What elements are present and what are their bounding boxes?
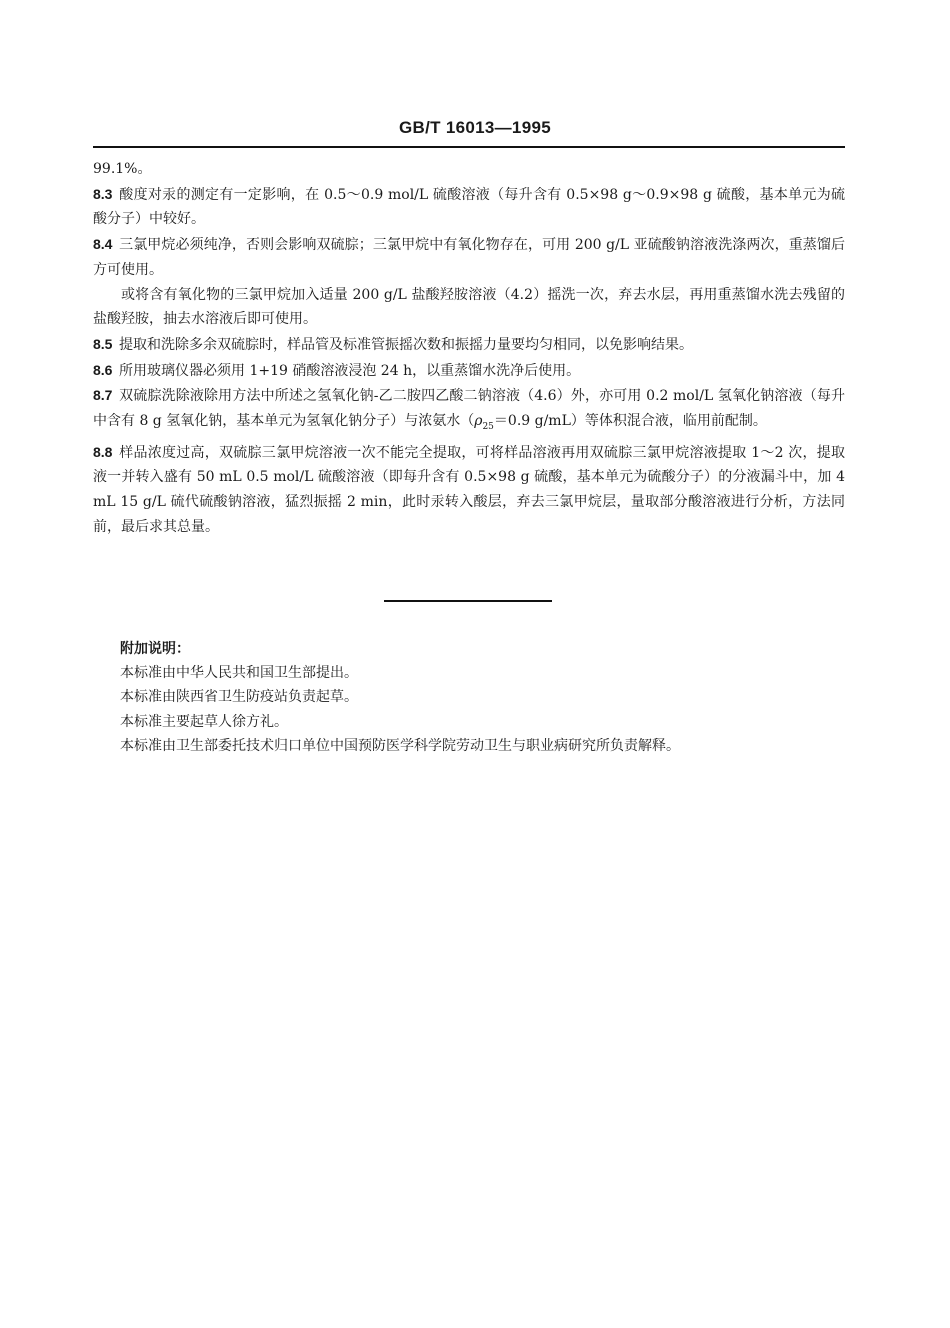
clause-text: 三氯甲烷必须纯净，否则会影响双硫腙；三氯甲烷中有氧化物存在，可用 200 g/L 亚硫酸钠溶液洗涤两次，重蒸馏后方可使用。 [93, 237, 845, 278]
clause-number: 8.8 [93, 443, 113, 460]
clause-number: 8.4 [93, 236, 113, 253]
standard-code-header: GB/T 16013—1995 [399, 118, 551, 137]
continuation-text: 99.1%。 [93, 161, 152, 177]
clause-8-4-continuation: 或将含有氧化物的三氯甲烷加入适量 200 g/L 盐酸羟胺溶液（4.2）摇洗一次，弃去水层，再用重蒸馏水洗去残留的盐酸羟胺，抽去水溶液后即可使用。 [93, 286, 845, 328]
clause-number: 8.6 [93, 361, 113, 378]
clause-8-4 [93, 232, 845, 282]
clause-text-after: ＝0.9 g/mL）等体积混合液，临用前配制。 [493, 413, 767, 430]
document-body [93, 157, 845, 539]
end-divider [384, 600, 552, 602]
clause-8-8 [93, 440, 845, 540]
notes-line: 本标准由中华人民共和国卫生部提出。 [120, 664, 358, 681]
header-divider [93, 146, 845, 148]
clause-text: 样品浓度过高，双硫腙三氯甲烷溶液一次不能完全提取，可将样品溶液再用双硫腙三氯甲烷溶液提取 1～2 次，提取液一并转入盛有 50 mL 0.5 mol/L 硫酸溶液（即每升含有 0.5×98 g 硫酸，基本单元为硫酸分子）的分液漏斗中，加 4 mL 15 g/L 硫代硫酸钠溶液，猛烈振摇 2 min，此时汞转入酸层，弃去三氯甲烷层，量取部分酸溶液进行分析，方法同前，最后求其总量。 [93, 444, 845, 535]
clause-text-before: 双硫腙洗除液除用方法中所述之氢氧化钠-乙二胺四乙酸二钠溶液（4.6）外，亦可用 0.2 mol/L 氢氧化钠溶液（每升中含有 8 g 氢氧化钠，基本单元为氢氧化钠分子）与浓氨水（ [93, 388, 845, 430]
rho-letter: ρ [474, 413, 483, 430]
additional-notes [120, 636, 840, 759]
clause-8-3 [93, 182, 845, 232]
notes-line: 本标准由陕西省卫生防疫站负责起草。 [120, 689, 358, 705]
clause-8-5 [93, 332, 845, 358]
density-symbol [474, 413, 494, 432]
clause-number: 8.7 [93, 387, 113, 404]
clause-number: 8.3 [93, 185, 113, 202]
notes-heading: 附加说明： [120, 640, 190, 656]
clause-8-6 [93, 358, 845, 384]
notes-line: 本标准由卫生部委托技术归口单位中国预防医学科学院劳动卫生与职业病研究所负责解释。 [120, 738, 680, 754]
clause-8-7 [93, 383, 845, 439]
clause-number: 8.5 [93, 335, 113, 352]
clause-text: 所用玻璃仪器必须用 1+19 硝酸溶液浸泡 24 h，以重蒸馏水洗净后使用。 [119, 362, 581, 379]
clause-text: 提取和洗除多余双硫腙时，样品管及标准管振摇次数和振摇力量要均匀相同，以免影响结果。 [119, 336, 693, 353]
rho-subscript: 25 [482, 421, 494, 432]
clause-text: 酸度对汞的测定有一定影响，在 0.5～0.9 mol/L 硫酸溶液（每升含有 0.5×98 g～0.9×98 g 硫酸，基本单元为硫酸分子）中较好。 [93, 186, 845, 228]
notes-line: 本标准主要起草人徐方礼。 [120, 713, 288, 730]
